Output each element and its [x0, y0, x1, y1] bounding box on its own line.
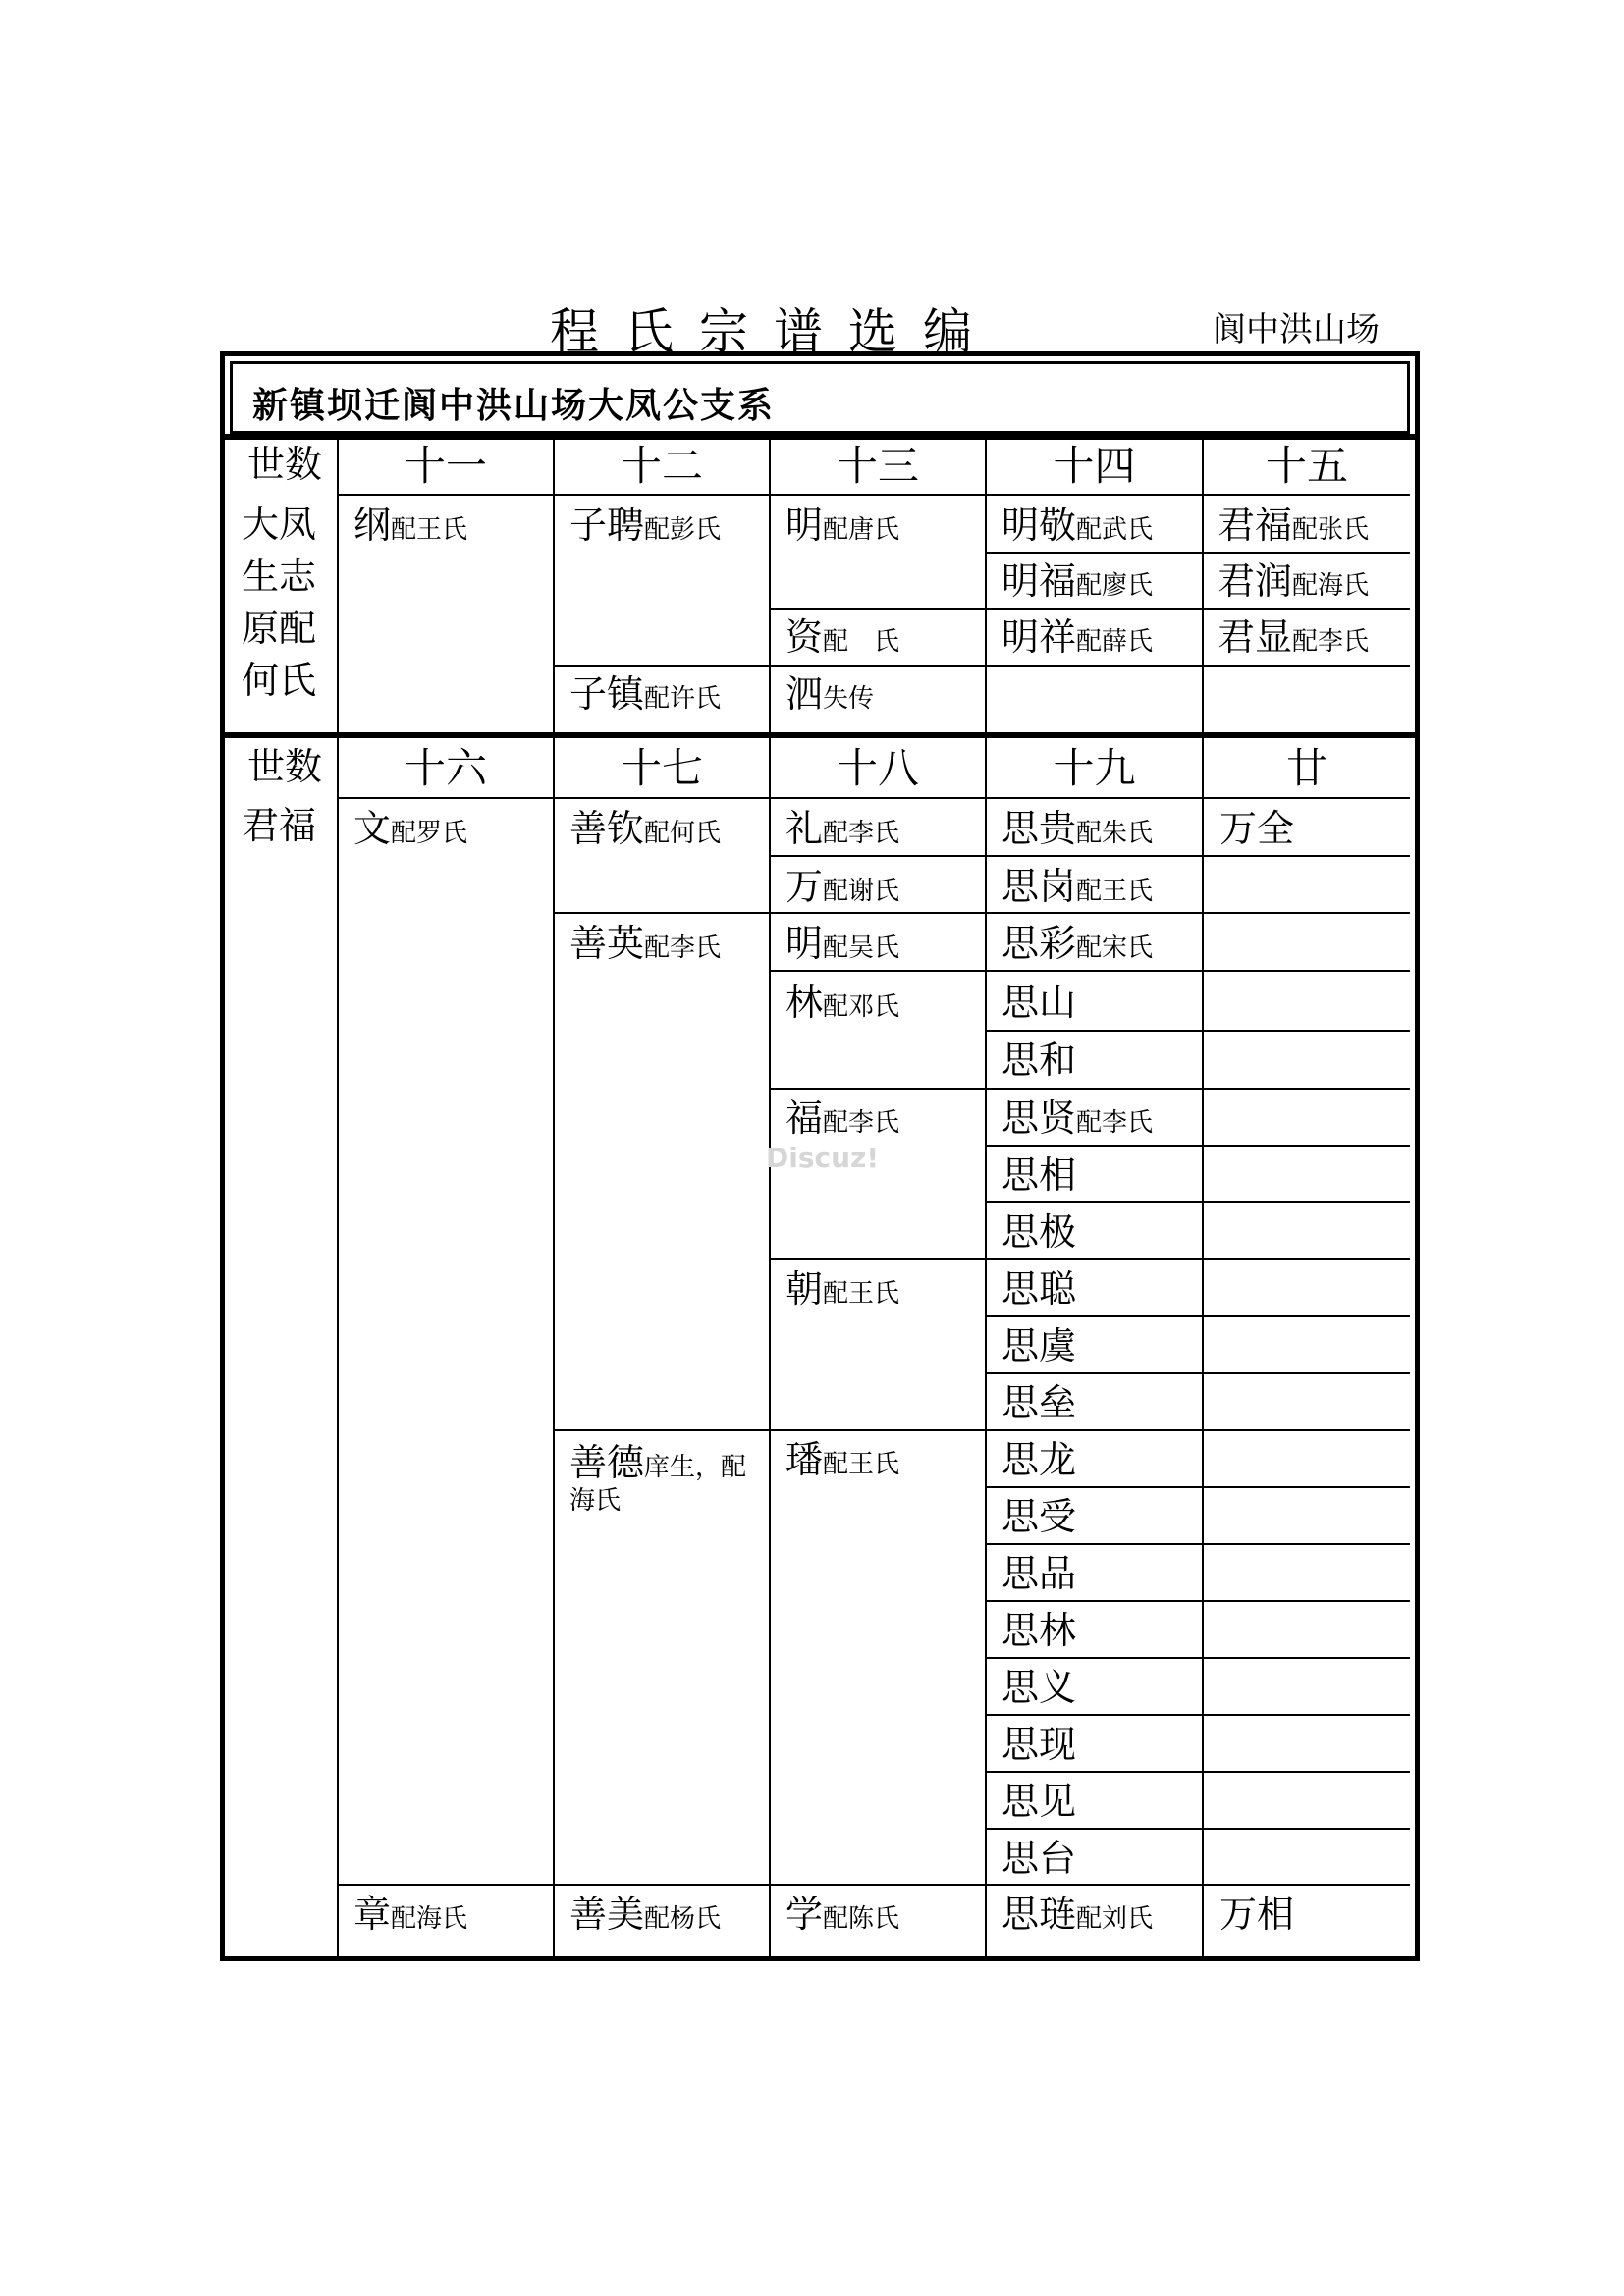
spouse-note: 庠生，配海氏 [569, 1453, 747, 1516]
header-gen-17: 十七 [620, 744, 703, 792]
person-cell [1218, 560, 1370, 603]
person-cell [1001, 1153, 1077, 1197]
spouse-note: 配宋氏 [1076, 934, 1154, 963]
person-cell [1001, 1039, 1077, 1082]
person-name: 朝 [785, 1267, 824, 1310]
person-name: 善德 [569, 1441, 645, 1484]
person-name: 明福 [1001, 560, 1077, 603]
spouse-note: 配武氏 [1076, 515, 1154, 545]
spouse-note: 配邓氏 [823, 992, 900, 1022]
person-name: 明敬 [1001, 504, 1077, 547]
spouse-note: 配谢氏 [823, 877, 900, 906]
spouse-note: 配何氏 [644, 819, 722, 848]
header-gen-18: 十八 [836, 744, 919, 792]
person-cell [1219, 1893, 1295, 1936]
person-cell [785, 807, 900, 850]
person-name: 思岗 [1001, 865, 1077, 908]
spouse-note: 失传 [823, 684, 875, 714]
person-name: 文 [353, 807, 392, 850]
person-cell [1001, 1267, 1077, 1310]
person-cell [1219, 807, 1295, 850]
person-cell [1001, 1210, 1077, 1254]
spouse-note: 配王氏 [823, 1450, 900, 1479]
person-name: 纲 [353, 504, 392, 547]
person-cell [569, 504, 722, 547]
spouse-note: 配罗氏 [391, 819, 468, 848]
person-cell [1001, 1438, 1077, 1481]
person-cell [785, 865, 900, 908]
person-name: 君福 [1218, 504, 1293, 547]
person-cell [1001, 1837, 1077, 1880]
header-generation-label: 世数 [246, 745, 322, 788]
person-cell [785, 504, 900, 547]
spouse-note: 配薛氏 [1076, 627, 1154, 657]
watermark: Discuz! [766, 1142, 880, 1174]
header-gen-13: 十三 [836, 442, 919, 490]
header-gen-19: 十九 [1053, 744, 1136, 792]
person-cell [785, 672, 875, 716]
spouse-note: 配陈氏 [823, 1904, 900, 1934]
header-gen-20: 廿 [1285, 744, 1327, 792]
person-cell [785, 922, 900, 965]
spouse-note: 配李氏 [823, 819, 900, 848]
ancestor-label: 大凤生志原配何氏 [242, 503, 317, 702]
spouse-note: 配李氏 [823, 1108, 900, 1138]
header-generation-label: 世数 [246, 443, 322, 486]
spouse-note: 配唐氏 [823, 515, 900, 545]
header-gen-11: 十一 [404, 442, 487, 490]
person-name: 思聪 [1001, 1267, 1077, 1310]
person-cell [1001, 504, 1154, 547]
document-title: 程氏宗谱选编 [550, 303, 998, 360]
person-name: 思品 [1001, 1552, 1077, 1595]
person-cell [1001, 1780, 1077, 1823]
person-cell [569, 922, 722, 965]
person-name: 思台 [1001, 1837, 1077, 1880]
person-cell [569, 1441, 761, 1517]
person-name: 万 [785, 865, 824, 908]
person-cell [353, 1893, 468, 1936]
person-cell [1001, 1096, 1154, 1140]
spouse-note: 配海氏 [391, 1904, 468, 1934]
person-name: 学 [785, 1893, 824, 1936]
person-name: 思见 [1001, 1780, 1077, 1823]
person-name: 明祥 [1001, 615, 1077, 659]
person-cell [1001, 807, 1154, 850]
person-cell [1001, 922, 1154, 965]
spouse-note: 配李氏 [1076, 1108, 1154, 1138]
person-name: 思龙 [1001, 1438, 1077, 1481]
person-name: 明 [785, 922, 824, 965]
person-cell [1218, 615, 1370, 659]
person-cell [1001, 1381, 1077, 1424]
spouse-note: 配王氏 [391, 515, 468, 545]
person-name: 君润 [1218, 560, 1293, 603]
person-cell [785, 1438, 900, 1481]
person-cell [1001, 981, 1077, 1024]
person-cell [569, 1893, 722, 1936]
person-cell [1218, 504, 1370, 547]
header-gen-12: 十二 [620, 442, 703, 490]
person-name: 资 [785, 615, 824, 659]
person-name: 福 [785, 1096, 824, 1140]
person-cell [785, 1096, 900, 1140]
person-name: 子聘 [569, 504, 645, 547]
spouse-note: 配彭氏 [644, 515, 722, 545]
branch-title-box [230, 361, 1410, 434]
person-name: 明 [785, 504, 824, 547]
person-name: 思贵 [1001, 807, 1077, 850]
spouse-note: 配朱氏 [1076, 819, 1154, 848]
header-gen-15: 十五 [1265, 442, 1348, 490]
spouse-note: 配许氏 [644, 684, 722, 714]
person-name: 子镇 [569, 672, 645, 716]
spouse-note: 配吴氏 [823, 934, 900, 963]
person-cell [1001, 1666, 1077, 1709]
person-name: 思和 [1001, 1039, 1077, 1082]
spouse-note: 配李氏 [644, 934, 722, 963]
person-name: 思琏 [1001, 1893, 1077, 1936]
person-cell [785, 615, 900, 659]
person-name: 思虞 [1001, 1324, 1077, 1367]
person-cell [1001, 1723, 1077, 1766]
place-name: 阆中洪山场 [1213, 310, 1380, 349]
person-cell [1001, 560, 1154, 603]
person-name: 思极 [1001, 1210, 1077, 1254]
person-name: 璠 [785, 1438, 824, 1481]
spouse-note: 配刘氏 [1076, 1904, 1154, 1934]
person-name: 万全 [1219, 807, 1295, 850]
spouse-note: 配杨氏 [644, 1904, 722, 1934]
spouse-note: 配王氏 [1076, 877, 1154, 906]
person-cell [785, 1893, 900, 1936]
person-name: 泗 [785, 672, 824, 716]
person-cell [1001, 1495, 1077, 1538]
spouse-note: 配李氏 [1292, 627, 1370, 657]
person-cell [1001, 1893, 1154, 1936]
person-name: 思相 [1001, 1153, 1077, 1197]
spouse-note: 配廖氏 [1076, 571, 1154, 601]
person-cell [353, 807, 468, 850]
person-name: 思林 [1001, 1609, 1077, 1652]
table-separator [225, 732, 1415, 738]
person-name: 善英 [569, 922, 645, 965]
person-cell [1001, 1552, 1077, 1595]
person-cell [785, 981, 900, 1024]
person-name: 思贤 [1001, 1096, 1077, 1140]
person-cell [1001, 1609, 1077, 1652]
person-name: 思现 [1001, 1723, 1077, 1766]
person-name: 万相 [1219, 1893, 1295, 1936]
person-cell [1001, 1324, 1077, 1367]
spouse-note: 配 氏 [823, 627, 900, 657]
person-name: 善钦 [569, 807, 645, 850]
header-gen-14: 十四 [1053, 442, 1136, 490]
spouse-note: 配王氏 [823, 1279, 900, 1308]
person-name: 君显 [1218, 615, 1293, 659]
person-cell [569, 807, 722, 850]
person-name: 思受 [1001, 1495, 1077, 1538]
header-gen-16: 十六 [404, 744, 487, 792]
ancestor-label: 君福 [242, 804, 317, 847]
person-cell [569, 672, 722, 716]
person-name: 思垒 [1001, 1381, 1077, 1424]
person-name: 思山 [1001, 981, 1077, 1024]
person-name: 礼 [785, 807, 824, 850]
branch-title: 新镇坝迁阆中洪山场大凤公支系 [252, 385, 776, 426]
person-cell [1001, 615, 1154, 659]
person-name: 思义 [1001, 1666, 1077, 1709]
person-name: 善美 [569, 1893, 645, 1936]
person-cell [785, 1267, 900, 1310]
person-cell [1001, 865, 1154, 908]
person-name: 章 [353, 1893, 392, 1936]
person-name: 思彩 [1001, 922, 1077, 965]
spouse-note: 配张氏 [1292, 515, 1370, 545]
spouse-note: 配海氏 [1292, 571, 1370, 601]
table1-top-separator [225, 434, 1415, 440]
person-name: 林 [785, 981, 824, 1024]
person-cell [353, 504, 468, 547]
